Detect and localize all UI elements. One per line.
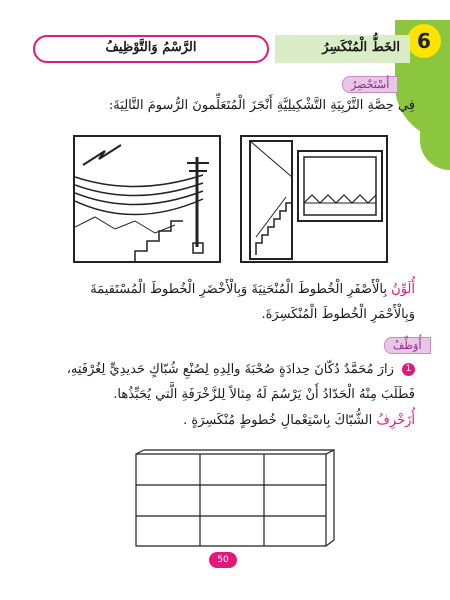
window-grid: [116, 448, 338, 548]
color-task-line-2: وَبِالْأَحْمَرِ الْخُطوطَ الْمُنْكَسِرَةَ.: [261, 307, 415, 322]
power-lines-illustration: [75, 137, 219, 261]
lesson-title: الرَّسْمُ وَالتَّوْظِيفُ: [105, 40, 197, 55]
observe-instruction: فِي حِصَّةِ التَّرْبِيَةِ التَّشْكِيلِيَّةِ أَنْجَزَ الْمُتَعَلِّمونَ الرُّسومَ التَّالِيَةَ:: [108, 98, 415, 113]
apply-text-1: زارَ مُحَمَّدٌ دُكّانَ حِدادَةٍ صُحْبَةَ والِدِهِ لِصُنْعِ شُبّاكٍ حَديدِيٍّ لِغُرْفَتِهِ،: [66, 362, 394, 377]
color-task-lead: أُلَوِّنُ: [391, 282, 415, 297]
apply-task: [20, 413, 415, 428]
item-number-marker: 1: [402, 363, 415, 376]
apply-paragraph-line-2: فَطَلَبَ مِنْهُ الْحَدّادُ أَنْ يَرْسُمَ لَهُ مِثالاً لِلزَّخْرَفَةِ الَّتي يُحَبِّذُها.: [113, 387, 415, 402]
drawing-window-stairs: [240, 135, 388, 263]
header-green-ribbon: [420, 60, 450, 170]
apply-paragraph-line-1: [20, 362, 415, 377]
color-task-text: بِالْأَصْفَرِ الْخُطوطَ الْمُنْحَنِيَةَ وَبِالْأَخْضَرِ الْخُطوطَ الْمُسْتَقيمَةَ: [90, 282, 388, 297]
apply-task-lead: أُزَخْرِفُ: [376, 413, 415, 428]
apply-task-text: الشُّبّاكَ بِاسْتِعْمالِ خُطوطٍ مُنْكَسِرَةٍ .: [183, 413, 373, 428]
window-grid-drawing: [116, 448, 338, 548]
section-tag-apply: أُوَظِّفُ: [384, 337, 431, 354]
color-task-line-1: [20, 282, 415, 297]
page-number: 50: [209, 552, 237, 568]
section-tag-observe: أَسْتَحْضِرُ: [342, 76, 398, 93]
lesson-number-badge: 6: [407, 24, 441, 58]
window-stairs-illustration: [242, 137, 386, 261]
unit-title: الخَطُّ الْمُنْكَسِرُ: [322, 40, 400, 55]
drawing-power-lines: [73, 135, 221, 263]
